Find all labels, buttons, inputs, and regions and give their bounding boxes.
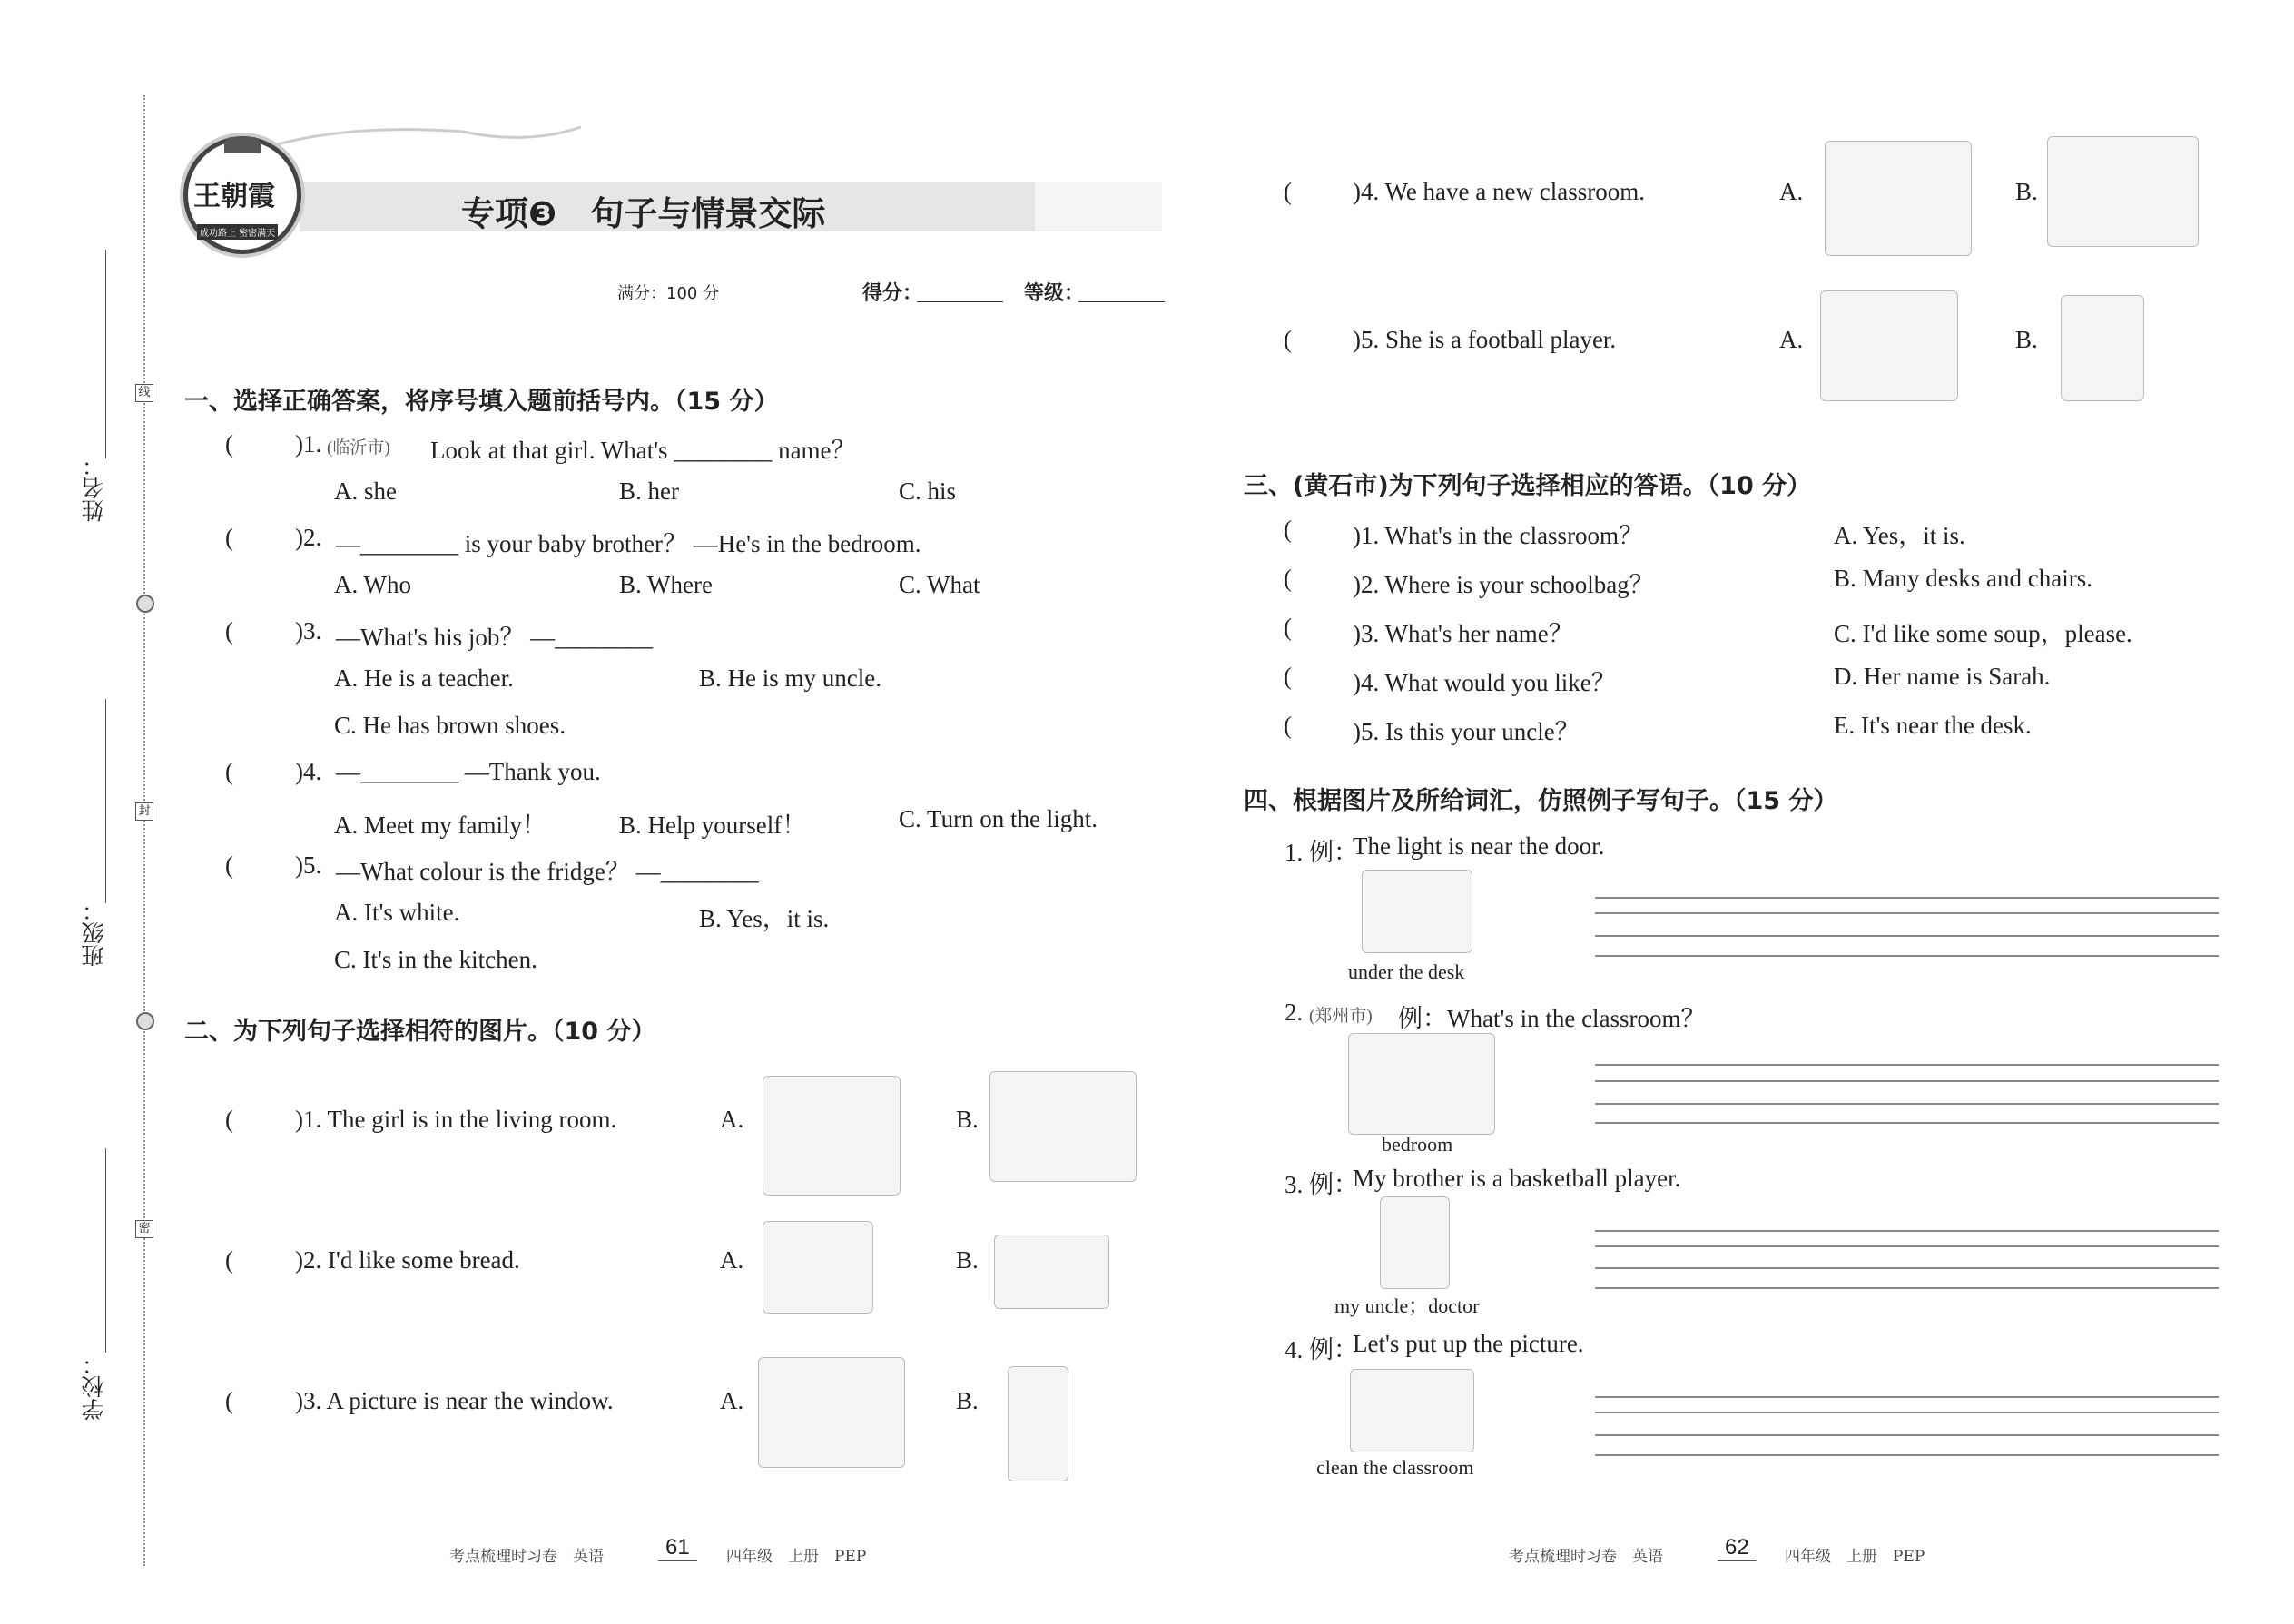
s1-q2-num: )2. — [295, 524, 322, 551]
score-label: 得分： — [862, 282, 923, 305]
answer-bracket[interactable]: ( — [225, 1106, 233, 1133]
s4-item2-caption: bedroom — [1382, 1133, 1453, 1156]
bedroom-picture[interactable] — [758, 1357, 905, 1468]
cleaning-classroom-picture — [1350, 1369, 1474, 1452]
classroom-picture[interactable] — [2047, 136, 2199, 247]
s1-q5-option-b: B. Yes，it is. — [699, 905, 830, 932]
s1-q3-stem: —What's his job？ —________ — [336, 624, 654, 651]
section2-title: 二、为下列句子选择相符的图片。（10 分） — [184, 1018, 656, 1046]
s4-item4-num: 4. 例： — [1285, 1336, 1358, 1363]
s4-item3-example: My brother is a basketball player. — [1353, 1165, 1681, 1192]
chicken-picture[interactable] — [994, 1235, 1109, 1309]
answer-bracket[interactable]: ( — [1284, 712, 1292, 739]
section1-title: 一、选择正确答案，将序号填入题前括号内。（15 分） — [184, 388, 779, 416]
s1-q4-stem: —________ —Thank you. — [336, 758, 601, 785]
writing-line[interactable] — [1595, 897, 2219, 899]
s1-q2-stem: —________ is your baby brother？ —He's in the bedroom. — [336, 530, 921, 557]
s1-q2-option-b: B. Where — [619, 571, 713, 598]
s3-answer-e: E. It's near the desk. — [1834, 712, 2032, 739]
s2-q4-text: )4. We have a new classroom. — [1353, 178, 1645, 205]
s2-q1-text: )1. The girl is in the living room. — [295, 1106, 617, 1133]
s1-q2-option-a: A. Who — [334, 571, 411, 598]
writing-line[interactable] — [1595, 1064, 2219, 1066]
writing-line[interactable] — [1595, 1122, 2219, 1124]
living-room-picture[interactable] — [989, 1071, 1137, 1182]
s4-item3-num: 3. 例： — [1285, 1171, 1358, 1198]
s4-item4-example: Let's put up the picture. — [1353, 1330, 1584, 1357]
s3-answer-a: A. Yes，it is. — [1834, 522, 1965, 549]
answer-bracket[interactable]: ( — [225, 524, 233, 551]
writing-line[interactable] — [1595, 1287, 2219, 1289]
seal-char-3: 密 — [135, 1220, 153, 1238]
doctor-picture — [1380, 1196, 1450, 1289]
answer-bracket[interactable]: ( — [225, 430, 233, 458]
writing-line[interactable] — [1595, 1412, 2219, 1413]
logo-badge — [183, 136, 301, 254]
s4-item4-caption: clean the classroom — [1316, 1456, 1474, 1479]
writing-line[interactable] — [1595, 955, 2219, 957]
s4-item1-num: 1. 例： — [1285, 839, 1358, 866]
s2-q3-option-a: A. — [720, 1387, 744, 1414]
s2-q1-option-a: A. — [720, 1106, 744, 1133]
writing-line[interactable] — [1595, 935, 2219, 937]
grade-label: 等级： — [1024, 282, 1085, 305]
s1-q5-option-a: A. It's white. — [334, 899, 460, 926]
s1-q1-stem: Look at that girl. What's ________ name？ — [430, 437, 856, 464]
s2-q2-text: )2. I'd like some bread. — [295, 1246, 520, 1274]
s3-answer-d: D. Her name is Sarah. — [1834, 663, 2051, 690]
s2-q5-option-a: A. — [1779, 326, 1804, 353]
logo-subtext: 成功路上 密密满天 — [197, 224, 278, 240]
s2-q4-option-b: B. — [2015, 178, 2038, 205]
class-label: 班级： — [81, 899, 107, 967]
s4-item2-num: 2. — [1285, 999, 1304, 1026]
s1-q5-option-c: C. It's in the kitchen. — [334, 946, 537, 973]
s1-q1-num: )1. — [295, 430, 322, 458]
crown-icon — [224, 137, 261, 153]
writing-line[interactable] — [1595, 1245, 2219, 1247]
s1-q5-stem: —What colour is the fridge？ —________ — [336, 858, 759, 885]
s2-q4-option-a: A. — [1779, 178, 1804, 205]
answer-bracket[interactable]: ( — [1284, 178, 1292, 205]
s3-question-3: )3. What's her name？ — [1353, 620, 1573, 647]
football-girl-picture[interactable] — [2061, 295, 2144, 401]
footer-left-text: 考点梳理时习卷 英语 — [449, 1548, 604, 1566]
answer-bracket[interactable]: ( — [225, 1387, 233, 1414]
s1-q1-tag: (临沂市) — [327, 438, 390, 458]
writing-line[interactable] — [1595, 1230, 2219, 1232]
s1-q5-num: )5. — [295, 851, 322, 879]
s3-answer-b: B. Many desks and chairs. — [1834, 565, 2092, 592]
writing-line[interactable] — [1595, 1080, 2219, 1082]
seal-char-1: 线 — [135, 384, 153, 402]
s4-item2-tag: (郑州市) — [1309, 1007, 1373, 1026]
answer-bracket[interactable]: ( — [1284, 326, 1292, 353]
bedroom-scene-picture — [1348, 1033, 1495, 1135]
s2-q3-option-b: B. — [956, 1387, 979, 1414]
s1-q3-option-b: B. He is my uncle. — [699, 664, 881, 692]
answer-bracket[interactable]: ( — [1284, 663, 1292, 690]
s1-q4-option-a: A. Meet my family！ — [334, 812, 546, 839]
s1-q2-option-c: C. What — [899, 571, 980, 598]
name-blank — [105, 250, 106, 458]
footer-right-grade: 四年级 上册 PEP — [1785, 1548, 1925, 1566]
s4-item1-caption: under the desk — [1348, 960, 1465, 983]
writing-line[interactable] — [1595, 1396, 2219, 1398]
bread-picture[interactable] — [763, 1221, 873, 1314]
writing-line[interactable] — [1595, 1434, 2219, 1436]
fridge-picture[interactable] — [1008, 1366, 1068, 1481]
s2-q1-option-b: B. — [956, 1106, 979, 1133]
grade-blank — [1078, 301, 1165, 302]
s4-item2-example: 例：What's in the classroom？ — [1398, 1005, 1706, 1032]
footer-left-grade: 四年级 上册 PEP — [726, 1548, 867, 1566]
s2-q2-option-a: A. — [720, 1246, 744, 1274]
s1-q1-option-c: C. his — [899, 477, 957, 505]
s1-q4-option-c: C. Turn on the light. — [899, 805, 1098, 832]
ring-icon — [136, 595, 154, 613]
s3-question-1: )1. What's in the classroom？ — [1353, 522, 1644, 549]
bathroom-picture[interactable] — [763, 1076, 901, 1196]
ring-icon — [136, 1012, 154, 1030]
section4-title: 四、根据图片及所给词汇，仿照例子写句子。（15 分） — [1244, 787, 1838, 815]
s1-q3-option-c: C. He has brown shoes. — [334, 712, 566, 739]
answer-bracket[interactable]: ( — [225, 617, 233, 645]
page-title: 专项❸ 句子与情景交际 — [461, 194, 826, 233]
school-label: 学校： — [81, 1353, 107, 1421]
name-label: 姓名： — [81, 454, 107, 522]
full-score: 满分：100 分 — [617, 284, 720, 303]
s1-q4-num: )4. — [295, 758, 322, 785]
page-number-right: 62 — [1718, 1535, 1757, 1561]
desk-picture — [1362, 870, 1472, 953]
s2-q2-option-b: B. — [956, 1246, 979, 1274]
page-number-left: 61 — [658, 1535, 697, 1561]
answer-bracket[interactable]: ( — [225, 758, 233, 785]
score-blank — [917, 301, 1003, 302]
s1-q3-num: )3. — [295, 617, 322, 645]
section3-title: 三、(黄石市)为下列句子选择相应的答语。（10 分） — [1244, 472, 1812, 500]
answer-bracket[interactable]: ( — [1284, 614, 1292, 641]
s4-item1-example: The light is near the door. — [1353, 832, 1605, 860]
kitchen-picture[interactable] — [1825, 141, 1972, 256]
writing-line[interactable] — [1595, 912, 2219, 914]
s1-q3-option-a: A. He is a teacher. — [334, 664, 514, 692]
answer-bracket[interactable]: ( — [1284, 565, 1292, 592]
footer-right-text: 考点梳理时习卷 英语 — [1509, 1548, 1663, 1566]
answer-bracket[interactable]: ( — [225, 1246, 233, 1274]
logo-text: 王朝霞 — [193, 181, 275, 212]
s3-question-4: )4. What would you like？ — [1353, 669, 1616, 696]
s3-answer-c: C. I'd like some soup，please. — [1834, 620, 2132, 647]
writing-line[interactable] — [1595, 1267, 2219, 1269]
farm-picture[interactable] — [1820, 290, 1958, 401]
writing-line[interactable] — [1595, 1103, 2219, 1105]
writing-line[interactable] — [1595, 1454, 2219, 1456]
s3-question-2: )2. Where is your schoolbag？ — [1353, 571, 1654, 598]
s2-q3-text: )3. A picture is near the window. — [295, 1387, 614, 1414]
answer-bracket[interactable]: ( — [1284, 516, 1292, 543]
s3-question-5: )5. Is this your uncle？ — [1353, 718, 1580, 745]
answer-bracket[interactable]: ( — [225, 851, 233, 879]
binding-dotted-line — [143, 95, 145, 1566]
s1-q1-option-b: B. her — [619, 477, 679, 505]
s1-q4-option-b: B. Help yourself！ — [619, 812, 807, 839]
s1-q1-option-a: A. she — [334, 477, 397, 505]
school-blank — [105, 1148, 106, 1353]
s2-q5-option-b: B. — [2015, 326, 2038, 353]
seal-char-2: 封 — [135, 802, 153, 821]
class-blank — [105, 699, 106, 903]
s2-q5-text: )5. She is a football player. — [1353, 326, 1617, 353]
s4-item3-caption: my uncle；doctor — [1334, 1294, 1480, 1317]
